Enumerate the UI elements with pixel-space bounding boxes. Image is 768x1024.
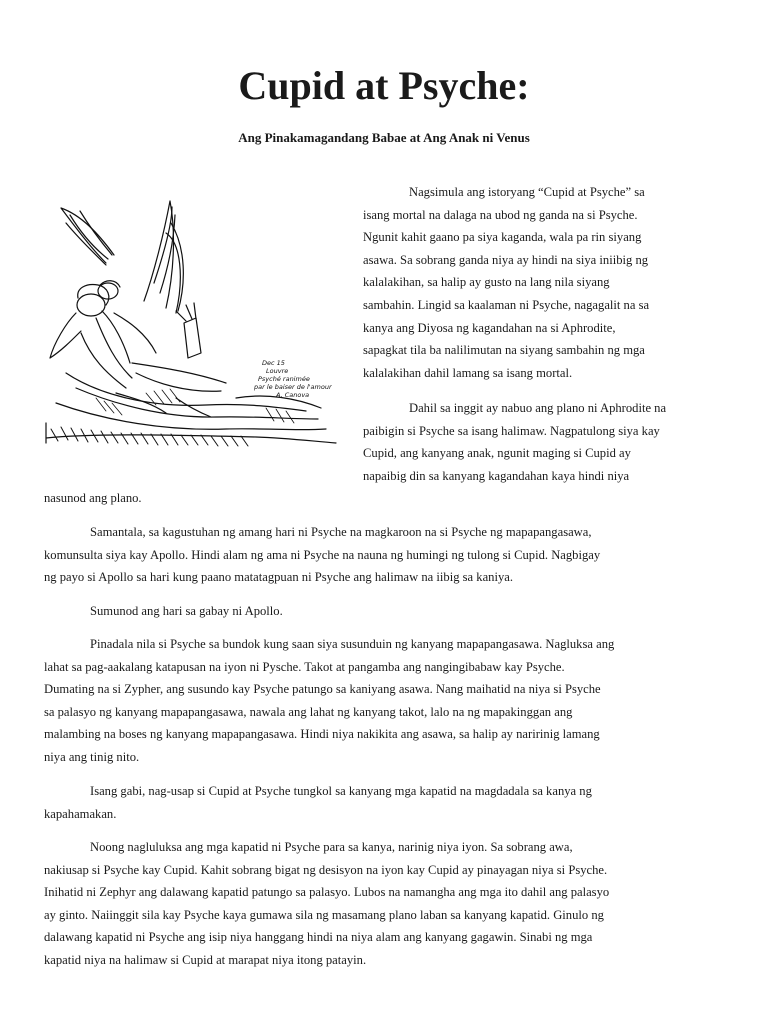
paragraph-6 xyxy=(44,780,592,825)
text-line: dalawang kapatid ni Psyche ang isip niya hanggang hindi na niya alam ang kanyang gagawin. Sinabi ng mga xyxy=(44,930,593,945)
text-line: nasunod ang plano. xyxy=(44,491,142,505)
signature-line-5: A. Canova xyxy=(276,391,310,399)
text-line: ng payo si Apollo sa hari kung paano matatagpuan ni Psyche ang halimaw na iibig sa kaniya. xyxy=(44,570,514,585)
cupid-psyche-sketch-icon xyxy=(36,193,348,455)
paragraph-1 xyxy=(363,181,649,384)
text-line: sa palasyo ng kanyang mapapangasawa, nawala ang lahat ng kanyang takot, lalo na ng mapakinggan ang xyxy=(44,704,573,719)
signature-line-4: par le baiser de l'amour xyxy=(254,383,332,391)
signature-line-3: Psyché ranimée xyxy=(258,375,310,383)
text-line: sambahin. Lingid sa kaalaman ni Psyche, nagagalit na sa xyxy=(363,297,650,312)
paragraph-4 xyxy=(44,600,283,623)
text-line: ay ginto. Naiinggit sila kay Psyche kaya gumawa sila ng masamang plano laban sa kanyang kapatid. Ginulo ng xyxy=(44,907,604,922)
text-line: malambing na boses ng kanyang mapapangasawa. Hindi niya nakikita ang asawa, sa halip ay naririnig lamang xyxy=(44,727,600,742)
paragraph-2 xyxy=(363,397,666,487)
text-line: niya ang tinig nito. xyxy=(44,749,140,764)
text-line: Noong nagluluksa ang mga kapatid ni Psyche para sa kanya, narinig niya iyon. Sa sobrang awa, xyxy=(90,840,573,854)
text-line: komunsulta siya kay Apollo. Hindi alam ng ama ni Psyche na nauna ng humingi ng tulong si Cupid. Nagbigay xyxy=(44,547,601,562)
paragraph-2-continued xyxy=(44,487,142,510)
signature-line-1: Dec 15 xyxy=(262,359,285,367)
document-title: Cupid at Psyche: xyxy=(238,63,530,108)
paragraph-3 xyxy=(44,521,600,589)
text-line: isang mortal na dalaga na ubod ng ganda na si Psyche. xyxy=(363,207,638,222)
text-line: Dumating na si Zypher, ang susundo kay Psyche patungo sa kaniyang asawa. Nang maihatid na niya si Psyche xyxy=(44,682,601,697)
text-line: sapagkat tila ba nalilimutan na siyang sambahin ng mga xyxy=(363,343,645,358)
document-subtitle: Ang Pinakamagandang Babae at Ang Anak ni Venus xyxy=(238,130,530,145)
signature-line-2: Louvre xyxy=(266,367,289,375)
text-line: Cupid, ang kanyang anak, ngunit maging si Cupid ay xyxy=(363,446,631,461)
text-line: lahat sa pag-aakalang katapusan na iyon ni Pysche. Takot at pangamba ang nangingibabaw kay Psyche. xyxy=(44,659,565,674)
text-line: Ngunit kahit gaano pa siya kaganda, wala pa rin siyang xyxy=(363,230,642,245)
paragraph-5 xyxy=(44,633,614,769)
text-line: kalalakihan, sa halip ay gusto na lang nila siyang xyxy=(363,275,610,290)
text-line: Sumunod ang hari sa gabay ni Apollo. xyxy=(90,604,283,618)
text-line: kanya ang Diyosa ng kagandahan na si Aphrodite, xyxy=(363,320,616,335)
text-line: nakiusap si Psyche kay Cupid. Kahit sobrang bigat ng desisyon na iyon kay Cupid ay pinayagan niya si Psyche. xyxy=(44,862,608,877)
text-line: Nagsimula ang istoryang “Cupid at Psyche” sa xyxy=(409,185,645,199)
text-line: kapatid niya na halimaw si Cupid at marapat niya itong patayin. xyxy=(44,952,367,967)
text-line: kapahamakan. xyxy=(44,806,117,821)
text-line: paibigin si Psyche sa isang halimaw. Nagpatulong siya kay xyxy=(363,423,660,438)
text-line: Inihatid ni Zephyr ang dalawang kapatid patungo sa palasyo. Lubos na namangha ang mga ito dahil ang palasyo xyxy=(44,885,610,900)
text-line: asawa. Sa sobrang ganda niya ay hindi na siya iniibig ng xyxy=(363,252,649,267)
text-line: napaibig din sa kanyang kagandahan kaya hindi niya xyxy=(363,468,630,483)
text-line: Isang gabi, nag-usap si Cupid at Psyche tungkol sa kanyang mga kapatid na magdadala sa kanya ng xyxy=(90,784,592,798)
text-line: Dahil sa inggit ay nabuo ang plano ni Aphrodite na xyxy=(409,401,667,415)
paragraph-7 xyxy=(44,836,609,972)
text-line: Samantala, sa kagustuhan ng amang hari ni Psyche na magkaroon na si Psyche ng mapapangasawa, xyxy=(90,525,592,539)
text-line: kalalakihan dahil lamang sa isang mortal. xyxy=(363,365,573,380)
text-line: Pinadala nila si Psyche sa bundok kung saan siya susunduin ng kanyang mapapangasawa. Nagluksa ang xyxy=(90,637,615,651)
